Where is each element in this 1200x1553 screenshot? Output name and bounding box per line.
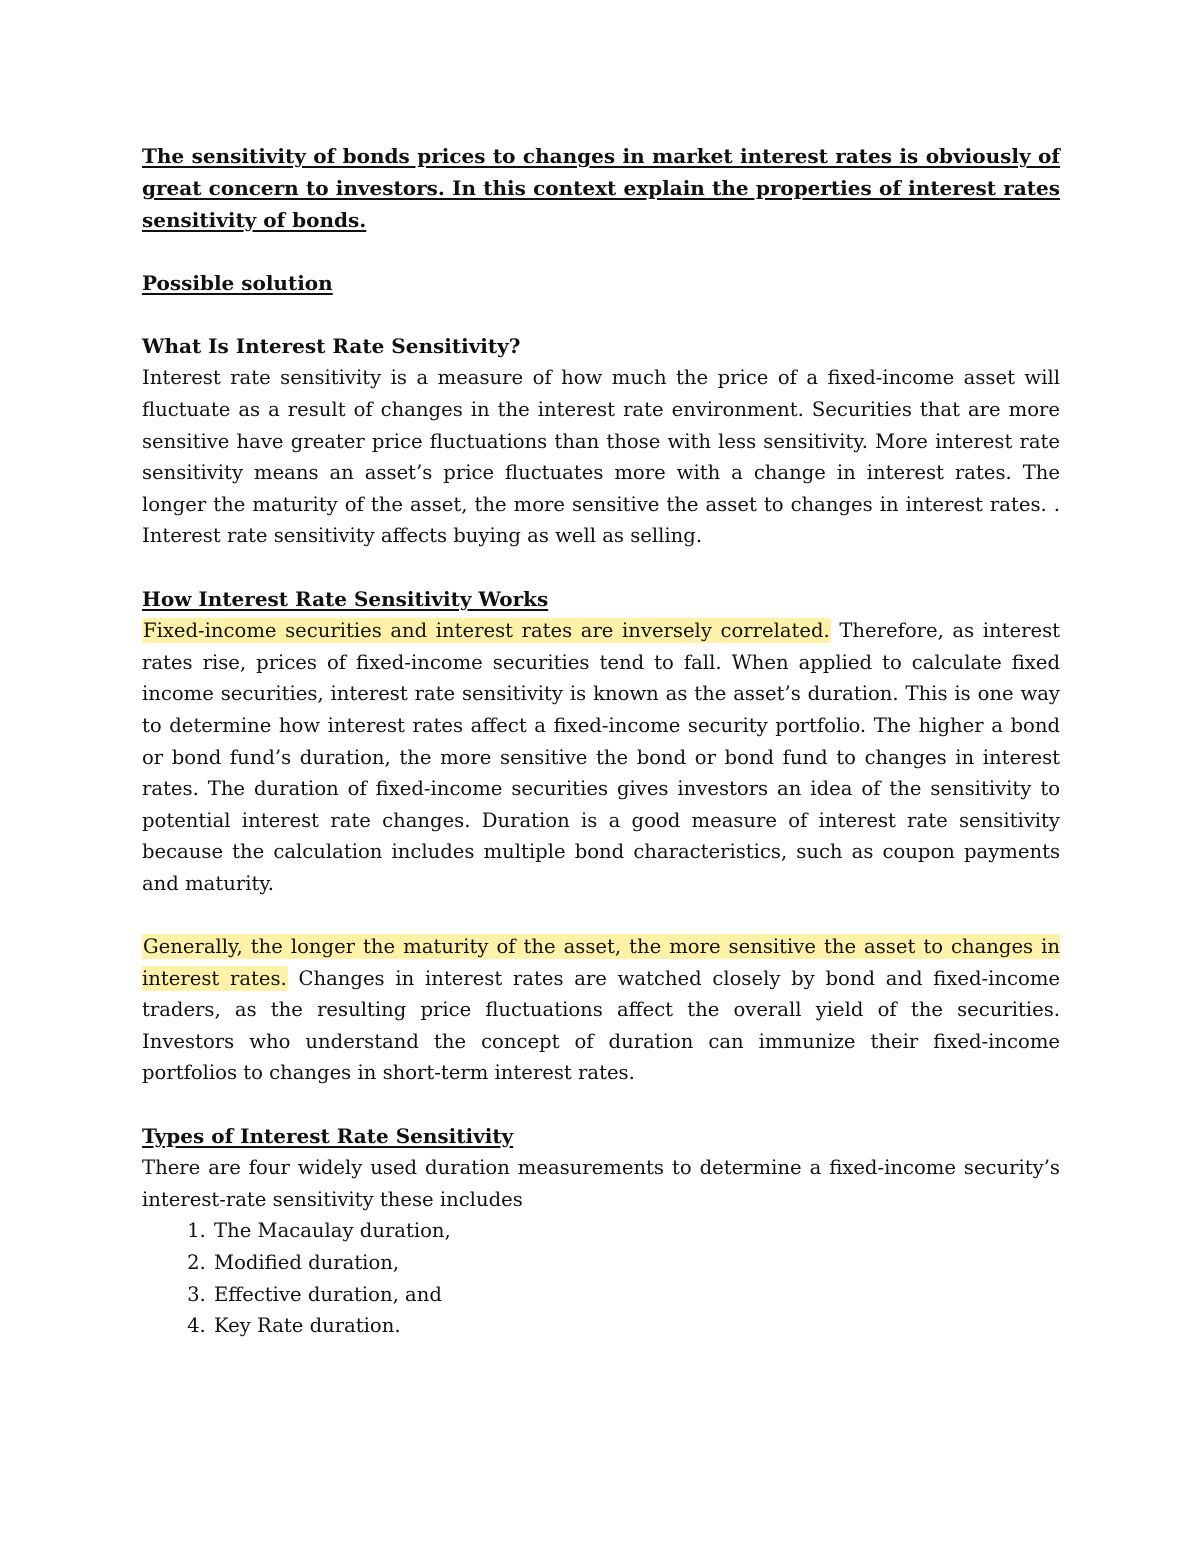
paragraph-text: Therefore, as interest rates rise, prices of fixed-income securities tend to fall. When applied to calculate fixed income securities, interest rate sensitivity is known as the asset’s duration. This is one way to determine how interest rates affect a fixed-income security portfolio. The higher a bond or bond fund’s duration, the more sensitive the bond or bond fund to changes in interest rates. The duration of fixed-income securities gives investors an idea of the sensitivity to potential interest rate changes. Duration is a good measure of interest rate sensitivity because the calculation includes multiple bond characteristics, such as coupon payments and maturity.	[142, 619, 1061, 895]
spacer	[142, 552, 1060, 584]
section2-paragraph2	[142, 931, 1060, 1089]
section1-body: Interest rate sensitivity is a measure of how much the price of a fixed-income asset will fluctuate as a result of changes in the interest rate environment. Securities that are more sensitive have greater price fluctuations than those with less sensitivity. More interest rate sensitivity means an asset’s price fluctuates more with a change in interest rates. The longer the maturity of the asset, the more sensitive the asset to changes in interest rates. . Interest rate sensitivity affects buying as well as selling.	[142, 366, 1060, 548]
highlighted-text: Fixed-income securities and interest rates are inversely correlated.	[143, 619, 830, 643]
list-item: 4. Key Rate duration.	[212, 1310, 1060, 1342]
spacer	[142, 299, 1060, 331]
spacer	[142, 236, 1060, 268]
section2-title: How Interest Rate Sensitivity Works	[142, 586, 549, 611]
section3-intro: There are four widely used duration measurements to determine a fixed-income security’s interest-rate sensitivity these includes	[142, 1156, 1060, 1211]
list-item: 3. Effective duration, and	[212, 1279, 1060, 1311]
highlighted-text: Generally, the longer the maturity of the asset, the more sensitive the asset to changes in interest rates.	[142, 935, 1060, 990]
section1-title: What Is Interest Rate Sensitivity?	[142, 333, 521, 358]
paragraph-text: Changes in interest rates are watched closely by bond and fixed-income traders, as the resulting price fluctuations affect the overall yield of the securities. Investors who understand the concept of duration can immunize their fixed-income portfolios to changes in short-term interest rates.	[142, 966, 1060, 1085]
solution-heading: Possible solution	[142, 270, 333, 295]
spacer	[142, 1089, 1060, 1121]
section2-paragraph1	[142, 615, 1060, 899]
section3-title: Types of Interest Rate Sensitivity	[142, 1123, 514, 1148]
list-item: 2. Modified duration,	[212, 1247, 1060, 1279]
duration-types-list	[142, 1215, 1060, 1341]
question-heading: The sensitivity of bonds prices to changes in market interest rates is obviously of great concern to investors. In this context explain the properties of interest rates sensitivity of bonds.	[142, 144, 1060, 232]
document-page	[142, 140, 1060, 1342]
list-item: 1. The Macaulay duration,	[212, 1215, 1060, 1247]
spacer	[142, 899, 1060, 931]
